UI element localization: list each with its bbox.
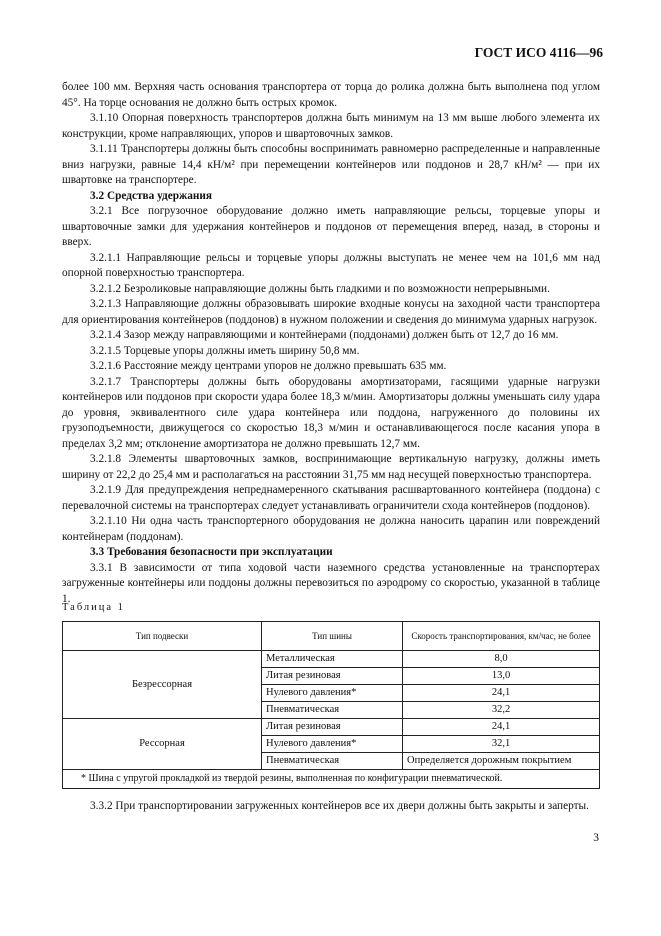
header-tire-type: Тип шины — [262, 622, 403, 651]
document-code-header: ГОСТ ИСО 4116—96 — [474, 45, 603, 60]
speed-cell: 8,0 — [403, 651, 600, 668]
tire-cell: Нулевого давления* — [262, 736, 403, 753]
section-heading: 3.2 Средства удержания — [90, 189, 213, 202]
tire-cell: Литая резиновая — [262, 719, 403, 736]
speed-cell: 32,2 — [403, 702, 600, 719]
paragraph: 3.1.10 Опорная поверхность транспортеров должна быть минимум на 13 мм выше любого элемента их конструкции, кроме направляющих, упоров и швартовочных замков. — [62, 112, 600, 140]
paragraph: 3.2.1.10 Ни одна часть транспортерного оборудования не должна наносить царапин или повреждений контейнерам (поддонам). — [62, 515, 600, 543]
tire-cell: Пневматическая — [262, 702, 403, 719]
speed-table — [62, 621, 600, 789]
paragraph: 3.2.1 Все погрузочное оборудование должно иметь направляющие рельсы, торцевые упоры и швартовочные замки для удержания контейнеров и поддонов от перемещения вперед, назад, в стороны и вверх. — [62, 205, 600, 248]
paragraph: 3.2.1.9 Для предупреждения непреднамеренного скатывания расшвартованного контейнера (поддона) с перевалочной системы на транспортерах следует устанавливать ограничители схода контейнеров (поддонов). — [62, 484, 600, 512]
speed-cell: 24,1 — [403, 719, 600, 736]
page-number: 3 — [593, 832, 599, 844]
paragraph: 3.2.1.1 Направляющие рельсы и торцевые упоры должны выступать не менее чем на 101,6 мм над опорной поверхностью транспортера. — [62, 251, 600, 279]
table-header-row — [63, 622, 600, 651]
speed-cell: Определяется дорожным покрытием — [403, 753, 600, 770]
paragraph: 3.2.1.3 Направляющие должны образовывать широкие входные конусы на заходной части транспортера для ориентирования контейнеров (поддонов) в нужном положении и сведения до минимума ударных нагрузок. — [62, 298, 600, 326]
tire-cell: Нулевого давления* — [262, 685, 403, 702]
table-footnote-row — [63, 770, 600, 789]
paragraph: 3.2.1.5 Торцевые упоры должны иметь ширину 50,8 мм. — [90, 344, 360, 357]
table-row — [63, 719, 600, 736]
document-body — [62, 80, 600, 607]
paragraph: 3.1.11 Транспортеры должны быть способны воспринимать равномерно распределенные и направленные вниз нагрузки, равные 14,4 кН/м² при перемещении контейнеров или поддонов и 28,7 кН/м² — при их швартовке на транспортере. — [62, 143, 600, 186]
table-footnote: * Шина с упругой прокладкой из твердой резины, выполненная по конфигурации пневматической. — [63, 770, 600, 789]
header-suspension-type: Тип подвески — [63, 622, 262, 651]
paragraph-3-3-2: 3.3.2 При транспортировании загруженных контейнеров все их двери должны быть закрыты и заперты. — [90, 800, 589, 812]
speed-cell: 13,0 — [403, 668, 600, 685]
paragraph: 3.2.1.2 Безроликовые направляющие должны быть гладкими и по возможности непрерывными. — [90, 282, 550, 295]
tire-cell: Пневматическая — [262, 753, 403, 770]
paragraph: более 100 мм. Верхняя часть основания транспортера от торца до ролика должна быть выполнена под углом 45°. На торце основания не должно быть острых кромок. — [62, 81, 600, 109]
paragraph: 3.2.1.7 Транспортеры должны быть оборудованы амортизаторами, гасящими ударные нагрузки контейнеров или поддонов при скорости удара более 18,3 м/мин. Амортизаторы должны уменьшать силу удара до уровня, эквивалентного силе удара контейнера или поддона, нагруженного до половины их грузоподъемности, движущегося со скоростью 18,3 м/мин и останавливающегося после касания упора в пределах 3,2 мм; отклонение амортизатора не должно превышать 12,7 мм. — [62, 375, 600, 450]
suspension-cell: Рессорная — [63, 719, 262, 770]
tire-cell: Литая резиновая — [262, 668, 403, 685]
paragraph: 3.3.1 В зависимости от типа ходовой части наземного средства установленные на транспортерах загруженные контейнеры или поддоны должны перевозиться по аэродрому со скоростью, указанной в таблице 1. — [62, 561, 600, 605]
paragraph: 3.2.1.6 Расстояние между центрами упоров не должно превышать 635 мм. — [90, 360, 447, 372]
section-heading: 3.3 Требования безопасности при эксплуатации — [90, 546, 333, 558]
suspension-cell: Безрессорная — [63, 651, 262, 719]
speed-cell: 32,1 — [403, 736, 600, 753]
paragraph: 3.2.1.8 Элементы швартовочных замков, воспринимающие вертикальную нагрузку, должны иметь ширину от 22,2 до 25,4 мм и располагаться на расстоянии 31,75 мм над несущей поверхностью транспортера. — [62, 453, 600, 481]
paragraph: 3.2.1.4 Зазор между направляющими и контейнерами (поддонами) должен быть от 12,7 до 16 мм. — [90, 329, 559, 341]
header-speed: Скорость транспортирования, км/час, не более — [403, 622, 600, 651]
speed-cell: 24,1 — [403, 685, 600, 702]
tire-cell: Металлическая — [262, 651, 403, 668]
table-caption: Таблица 1 — [62, 602, 125, 613]
table-row — [63, 651, 600, 668]
